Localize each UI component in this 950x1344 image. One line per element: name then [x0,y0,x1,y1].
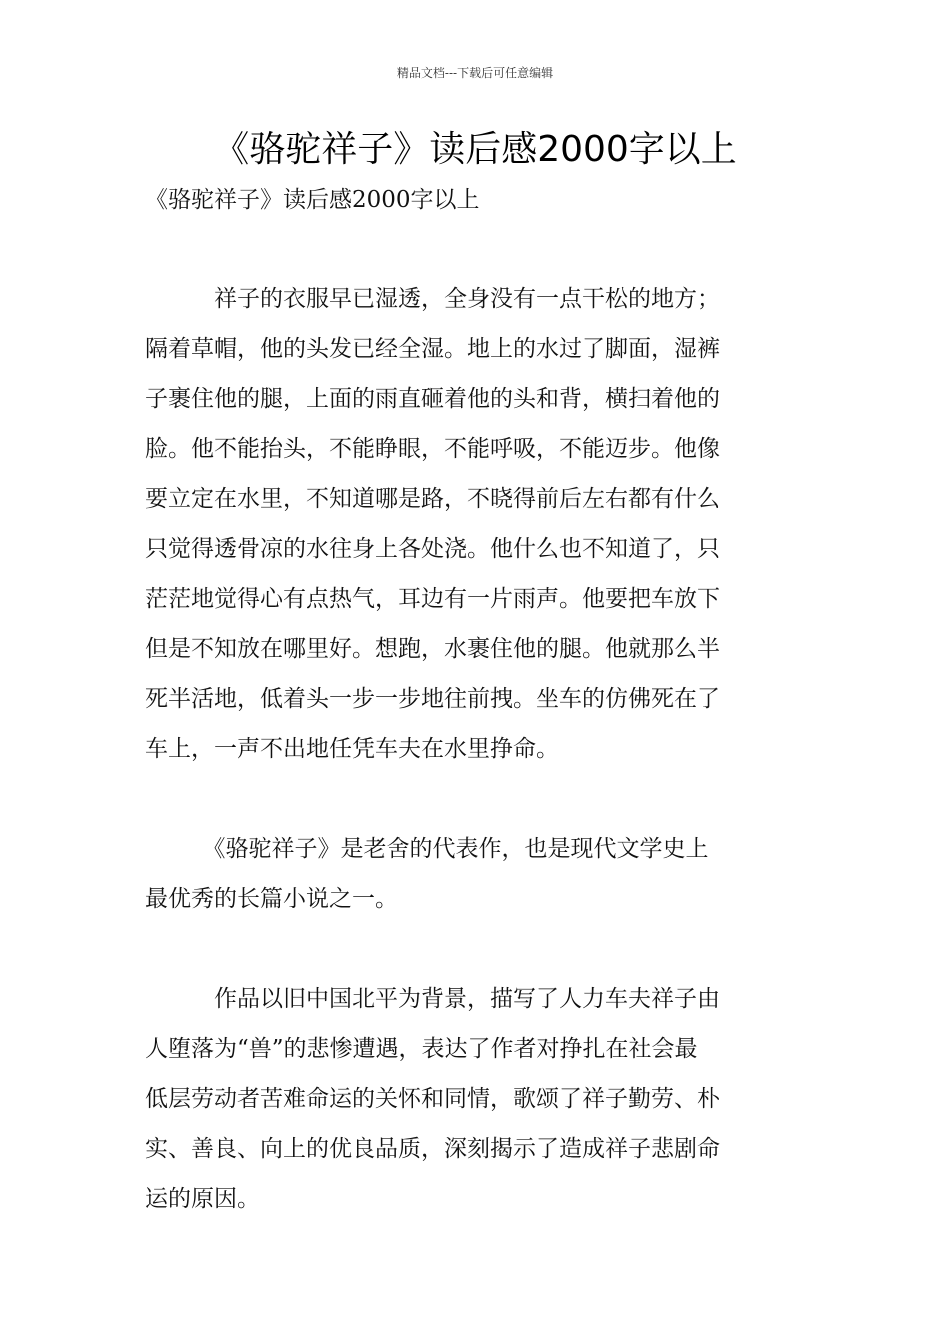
paragraph-line: 祥子的衣服早已湿透，全身没有一点干松的地方； [145,274,809,324]
paragraph-indent [145,286,214,312]
paragraph-line: 人堕落为“兽”的悲惨遭遇，表达了作者对挣扎在社会最 [145,1036,698,1062]
paragraph-line: 作品以旧中国北平为背景，描写了人力车夫祥子由 [145,974,809,1024]
paragraph-line: 茫茫地觉得心有点热气，耳边有一片雨声。他要把车放下 [145,586,720,612]
paragraph-indent [145,836,214,862]
paragraph-line: 要立定在水里，不知道哪是路，不晓得前后左右都有什么 [145,486,720,512]
paragraph-2 [145,824,809,924]
paragraph-3 [145,974,809,1224]
page-header-note: 精品文档---下载后可任意编辑 [396,66,554,80]
paragraph-line: 《骆驼祥子》是老舍的代表作，也是现代文学史上 [145,824,809,874]
paragraph-line: 死半活地，低着头一步一步地往前拽。坐车的仿佛死在了 [145,686,720,712]
paragraph-line: 子裹住他的腿，上面的雨直砸着他的头和背，横扫着他的 [145,386,720,412]
paragraph-line: 车上，一声不出地任凭车夫在水里挣命。 [145,736,559,762]
paragraph-line: 脸。他不能抬头，不能睁眼，不能呼吸，不能迈步。他像 [145,436,720,462]
document-title: 《骆驼祥子》读后感2000字以上 [213,129,737,170]
paragraph-line: 低层劳动者苦难命运的关怀和同情，歌颂了祥子勤劳、朴 [145,1086,720,1112]
document-subtitle: 《骆驼祥子》读后感2000字以上 [145,187,480,213]
paragraph-line: 实、善良、向上的优良品质，深刻揭示了造成祥子悲剧命 [145,1136,720,1162]
paragraph-line: 但是不知放在哪里好。想跑，水裹住他的腿。他就那么半 [145,636,720,662]
paragraph-line: 最优秀的长篇小说之一。 [145,886,398,912]
paragraph-line: 运的原因。 [145,1186,260,1212]
paragraph-line: 只觉得透骨凉的水往身上各处浇。他什么也不知道了，只 [145,536,720,562]
paragraph-line: 隔着草帽，他的头发已经全湿。地上的水过了脚面，湿裤 [145,336,720,362]
paragraph-1 [145,274,809,774]
paragraph-indent [145,986,214,1012]
